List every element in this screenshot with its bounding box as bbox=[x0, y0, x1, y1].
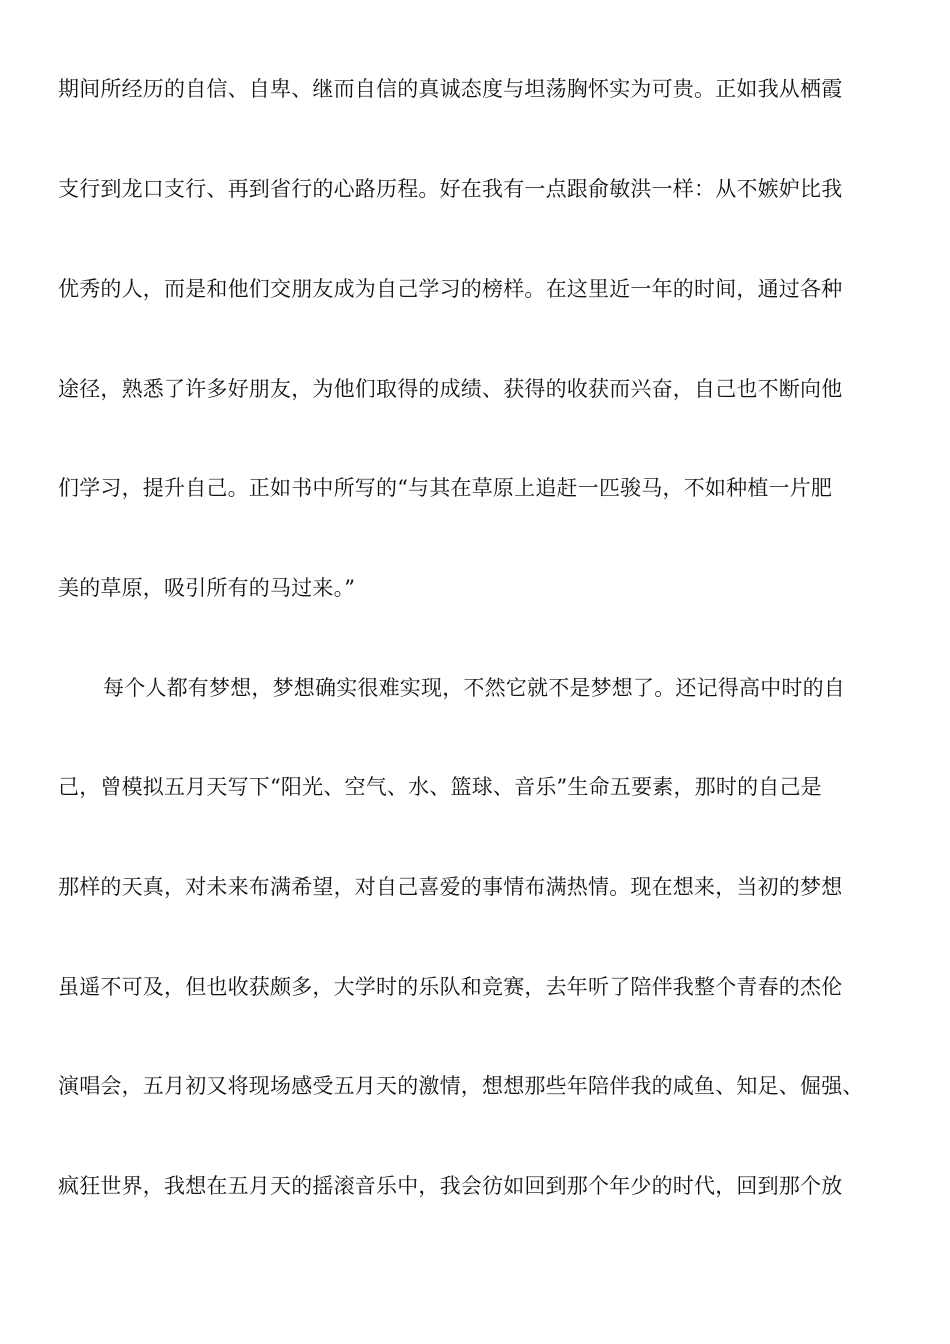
text-line: 们学习，提升自己。正如书中所写的“与其在草原上追赶一匹骏马，不如种植一片肥 bbox=[58, 476, 833, 500]
text-line: 虽遥不可及，但也收获颇多，大学时的乐队和竞赛，去年听了陪伴我整个青春的杰伦 bbox=[58, 975, 843, 999]
text-line: 途径，熟悉了许多好朋友，为他们取得的成绩、获得的收获而兴奋，自己也不断向他 bbox=[58, 377, 843, 401]
text-line: 己，曾模拟五月天写下“阳光、空气、水、篮球、音乐”生命五要素，那时的自己是 bbox=[58, 775, 822, 799]
text-line: 期间所经历的自信、自卑、继而自信的真诚态度与坦荡胸怀实为可贵。正如我从栖霞 bbox=[58, 77, 843, 101]
text-line: 那样的天真，对未来布满希望，对自己喜爱的事情布满热情。现在想来，当初的梦想 bbox=[58, 875, 843, 899]
text-line: 支行到龙口支行、再到省行的心路历程。好在我有一点跟俞敏洪一样：从不嫉妒比我 bbox=[58, 177, 843, 201]
text-line: 优秀的人，而是和他们交朋友成为自己学习的榜样。在这里近一年的时间，通过各种 bbox=[58, 277, 843, 301]
paragraph-start-line: 每个人都有梦想，梦想确实很难实现，不然它就不是梦想了。还记得高中时的自 bbox=[103, 676, 845, 700]
text-line: 美的草原，吸引所有的马过来。” bbox=[58, 576, 356, 600]
text-line: 疯狂世界，我想在五月天的摇滚音乐中，我会彷如回到那个年少的时代，回到那个放 bbox=[58, 1174, 843, 1198]
text-line: 演唱会，五月初又将现场感受五月天的激情，想想那些年陪伴我的咸鱼、知足、倔强、 bbox=[58, 1074, 864, 1098]
